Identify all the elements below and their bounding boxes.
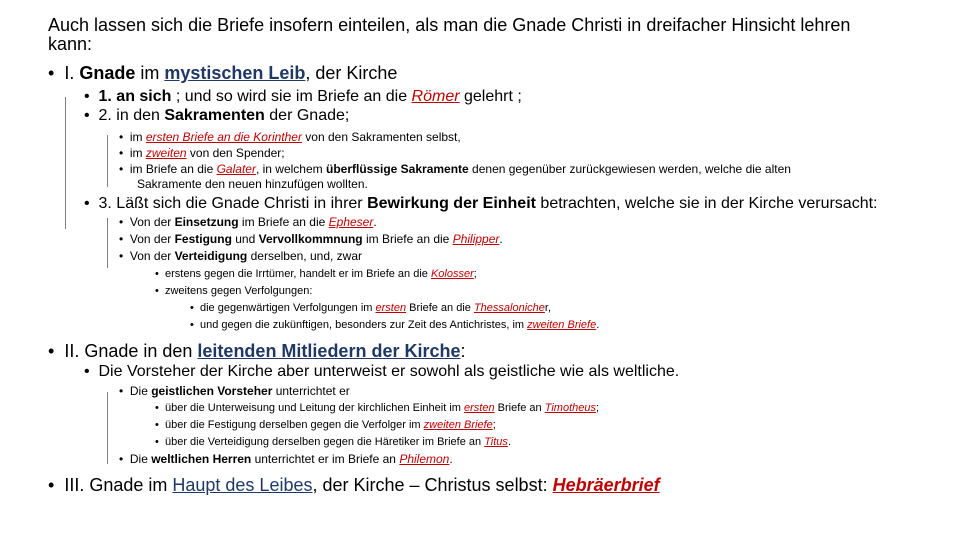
point-2a-korinther: • im ersten Briefe an die Korinther von den Sakramenten selbst, xyxy=(119,130,461,144)
point-3c-verteidigung: • Von der Verteidigung derselben, und, zwar xyxy=(119,249,362,263)
point-3a-epheser: • Von der Einsetzung im Briefe an die Epheser. xyxy=(119,215,377,229)
point-2-sakramente: • 2. in den Sakramenten der Gnade; xyxy=(84,107,350,124)
link-epheser[interactable]: Epheser xyxy=(328,215,374,229)
point-3c1-kolosser: • erstens gegen die Irrtümer, handelt er im Briefe an die Kolosser; xyxy=(155,268,477,280)
point-3b-philipper: • Von der Festigung und Vervollkommnung im Briefe an die Philipper. xyxy=(119,232,503,246)
point-weltliche-herren: • Die weltlichen Herren unterrichtet er im Briefe an Philemon. xyxy=(119,452,453,466)
section-2-heading: • II. Gnade in den leitenden Mitliedern der Kirche: xyxy=(48,341,466,361)
point-1-an-sich: • 1. an sich ; und so wird sie im Briefe an die Römer gelehrt ; xyxy=(84,88,522,105)
bracket-line xyxy=(65,97,66,229)
point-timotheus: • über die Unterweisung und Leitung der kirchlichen Einheit im ersten Briefe an Timotheus; xyxy=(155,402,600,414)
section-1-heading: • I. Gnade im mystischen Leib, der Kirche xyxy=(48,63,398,83)
link-philemon[interactable]: Philemon xyxy=(399,452,450,466)
link-thessaloniche[interactable]: Thessaloniche xyxy=(473,302,545,314)
link-hebraeerbrief[interactable]: Hebräerbrief xyxy=(552,475,660,495)
point-2c-continuation: Sakramente den neuen hinzufügen wollten. xyxy=(137,177,368,191)
bullet: • xyxy=(48,63,55,83)
point-vorsteher: • Die Vorsteher der Kirche aber unterweist er sowohl als geistliche wie als weltliche. xyxy=(84,363,680,380)
link-zweiten[interactable]: zweiten xyxy=(145,146,187,160)
point-festigung: • über die Festigung derselben gegen die Verfolger im zweiten Briefe; xyxy=(155,419,496,431)
bracket-line xyxy=(107,392,108,464)
link-leitenden-mitliedern[interactable]: leitenden Mitliedern der Kirche xyxy=(197,341,461,361)
link-ersten-timotheus[interactable]: ersten xyxy=(464,402,495,414)
link-roemer[interactable]: Römer xyxy=(411,88,460,105)
link-galater[interactable]: Galater xyxy=(216,162,256,176)
intro-line-2: kann: xyxy=(48,34,93,54)
link-zweiten-briefe-2[interactable]: zweiten Briefe xyxy=(423,419,493,431)
link-timotheus[interactable]: Timotheus xyxy=(544,402,596,414)
point-2b-zweiten: • im zweiten von den Spender; xyxy=(119,146,285,160)
link-kolosser[interactable]: Kolosser xyxy=(430,268,474,280)
intro-line-1: Auch lassen sich die Briefe insofern einteilen, als man die Gnade Christi in dreifacher Hinsicht lehren xyxy=(48,15,851,35)
section-3-heading: • III. Gnade im Haupt des Leibes, der Kirche – Christus selbst: Hebräerbrief xyxy=(48,475,660,495)
point-3c2b-zukuenftigen: • und gegen die zukünftigen, besonders zur Zeit des Antichristes, im zweiten Briefe. xyxy=(190,319,600,331)
point-3-einheit: • 3. Läßt sich die Gnade Christi in ihrer Bewirkung der Einheit betrachten, welche sie in der Kirche verursacht: xyxy=(84,195,878,212)
link-titus[interactable]: Titus xyxy=(484,436,508,448)
point-2c-galater: • im Briefe an die Galater, in welchem überflüssige Sakramente denen gegenüber zurückgewiesen werden, welche die alten xyxy=(119,162,791,176)
link-philipper[interactable]: Philipper xyxy=(452,232,500,246)
point-titus: • über die Verteidigung derselben gegen die Häretiker im Briefe an Titus. xyxy=(155,436,511,448)
link-mystischen-leib[interactable]: mystischen Leib xyxy=(164,63,306,83)
bracket-line xyxy=(107,218,108,268)
point-3c2a-thessaloniche: • die gegenwärtigen Verfolgungen im ersten Briefe an die Thessalonicher, xyxy=(190,302,552,314)
bracket-line xyxy=(107,135,108,187)
link-ersten-korinther[interactable]: ersten Briefe an die Korinther xyxy=(145,130,302,144)
link-zweiten-briefe[interactable]: zweiten Briefe xyxy=(527,319,597,331)
link-haupt-des-leibes[interactable]: Haupt des Leibes xyxy=(172,475,313,495)
point-geistliche-vorsteher: • Die geistlichen Vorsteher unterrichtet er xyxy=(119,384,350,398)
link-ersten-thess[interactable]: ersten xyxy=(375,302,407,314)
point-3c2-verfolgungen: • zweitens gegen Verfolgungen: xyxy=(155,285,313,297)
